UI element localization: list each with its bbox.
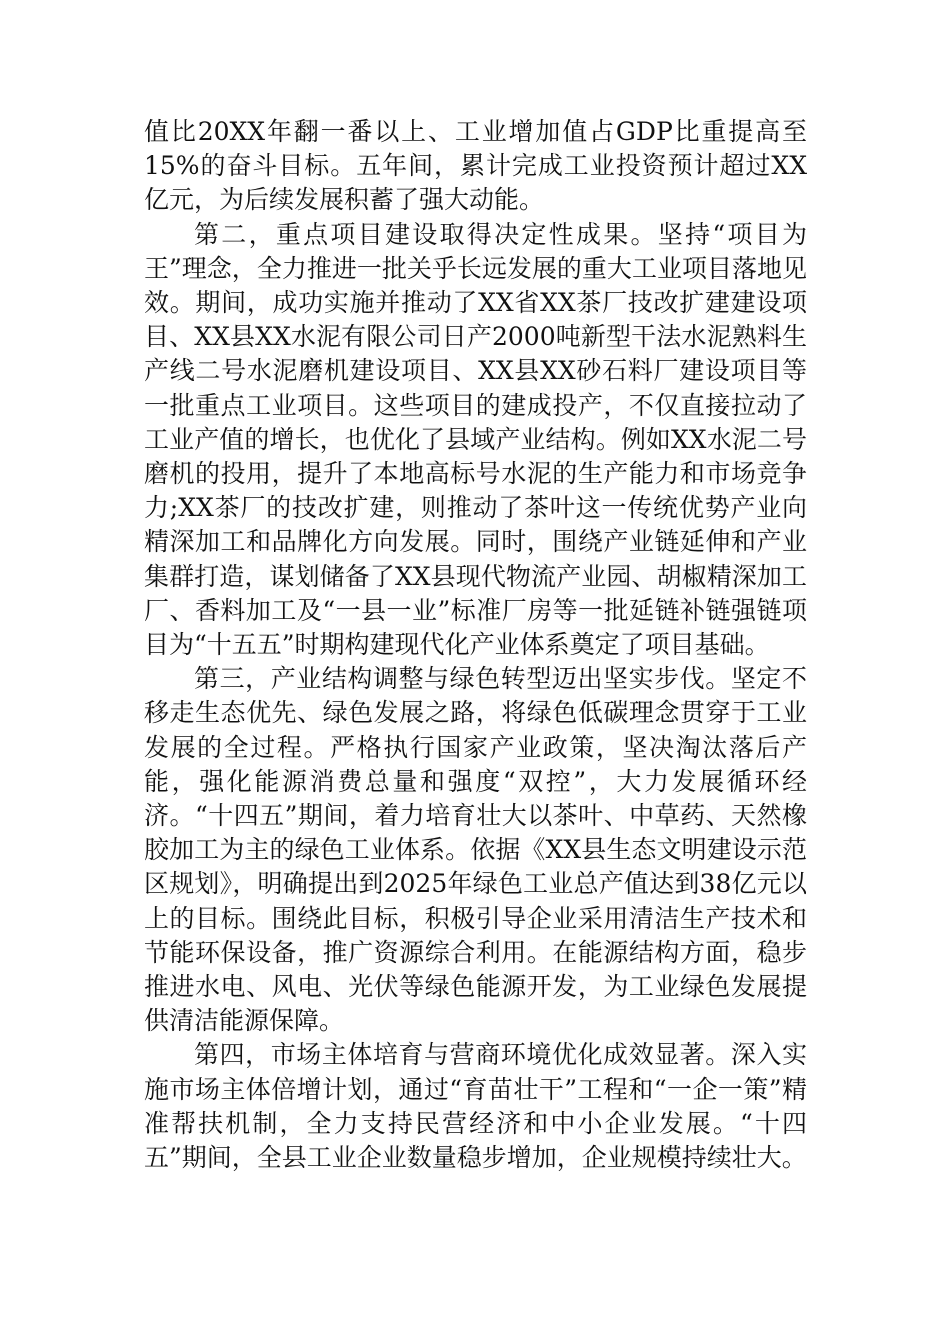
document-body — [144, 115, 807, 1175]
paragraph-continuation: 值比20XX年翻一番以上、工业增加值占GDP比重提高至15%的奋斗目标。五年间，累计完成工业投资预计超过XX亿元，为后续发展积蓄了强大动能。 — [144, 117, 807, 215]
paragraph-key-projects: 第二，重点项目建设取得决定性成果。坚持“项目为王”理念，全力推进一批关乎长远发展的重大工业项目落地见效。期间，成功实施并推动了XX省XX茶厂技改扩建建设项目、XX县XX水泥有限公司日产2000吨新型干法水泥熟料生产线二号水泥磨机建设项目、XX县XX砂石料厂建设项目等一批重点工业项目。这些项目的建成投产，不仅直接拉动了工业产值的增长，也优化了县域产业结构。例如XX水泥二号磨机的投用，提升了本地高标号水泥的生产能力和市场竞争力;XX茶厂的技改扩建，则推动了茶叶这一传统优势产业向精深加工和品牌化方向发展。同时，围绕产业链延伸和产业集群打造，谋划储备了XX县现代物流产业园、胡椒精深加工厂、香料加工及“一县一业”标准厂房等一批延链补链强链项目为“十五五”时期构建现代化产业体系奠定了项目基础。 — [144, 219, 807, 660]
paragraph-green-transition: 第三，产业结构调整与绿色转型迈出坚实步伐。坚定不移走生态优先、绿色发展之路，将绿色低碳理念贯穿于工业发展的全过程。严格执行国家产业政策，坚决淘汰落后产能，强化能源消费总量和强度“双控”，大力发展循环经济。“十四五”期间，着力培育壮大以茶叶、中草药、天然橡胶加工为主的绿色工业体系。依据《XX县生态文明建设示范区规划》，明确提出到2025年绿色工业总产值达到38亿元以上的目标。围绕此目标，积极引导企业采用清洁生产技术和节能环保设备，推广资源综合利用。在能源结构方面，稳步推进水电、风电、光伏等绿色能源开发，为工业绿色发展提供清洁能源保障。 — [144, 664, 807, 1036]
paragraph-market-entities: 第四，市场主体培育与营商环境优化成效显著。深入实施市场主体倍增计划，通过“育苗壮干”工程和“一企一策”精准帮扶机制，全力支持民营经济和中小企业发展。“十四五”期间，全县工业企业数量稳步增加，企业规模持续壮大。 — [144, 1040, 807, 1173]
